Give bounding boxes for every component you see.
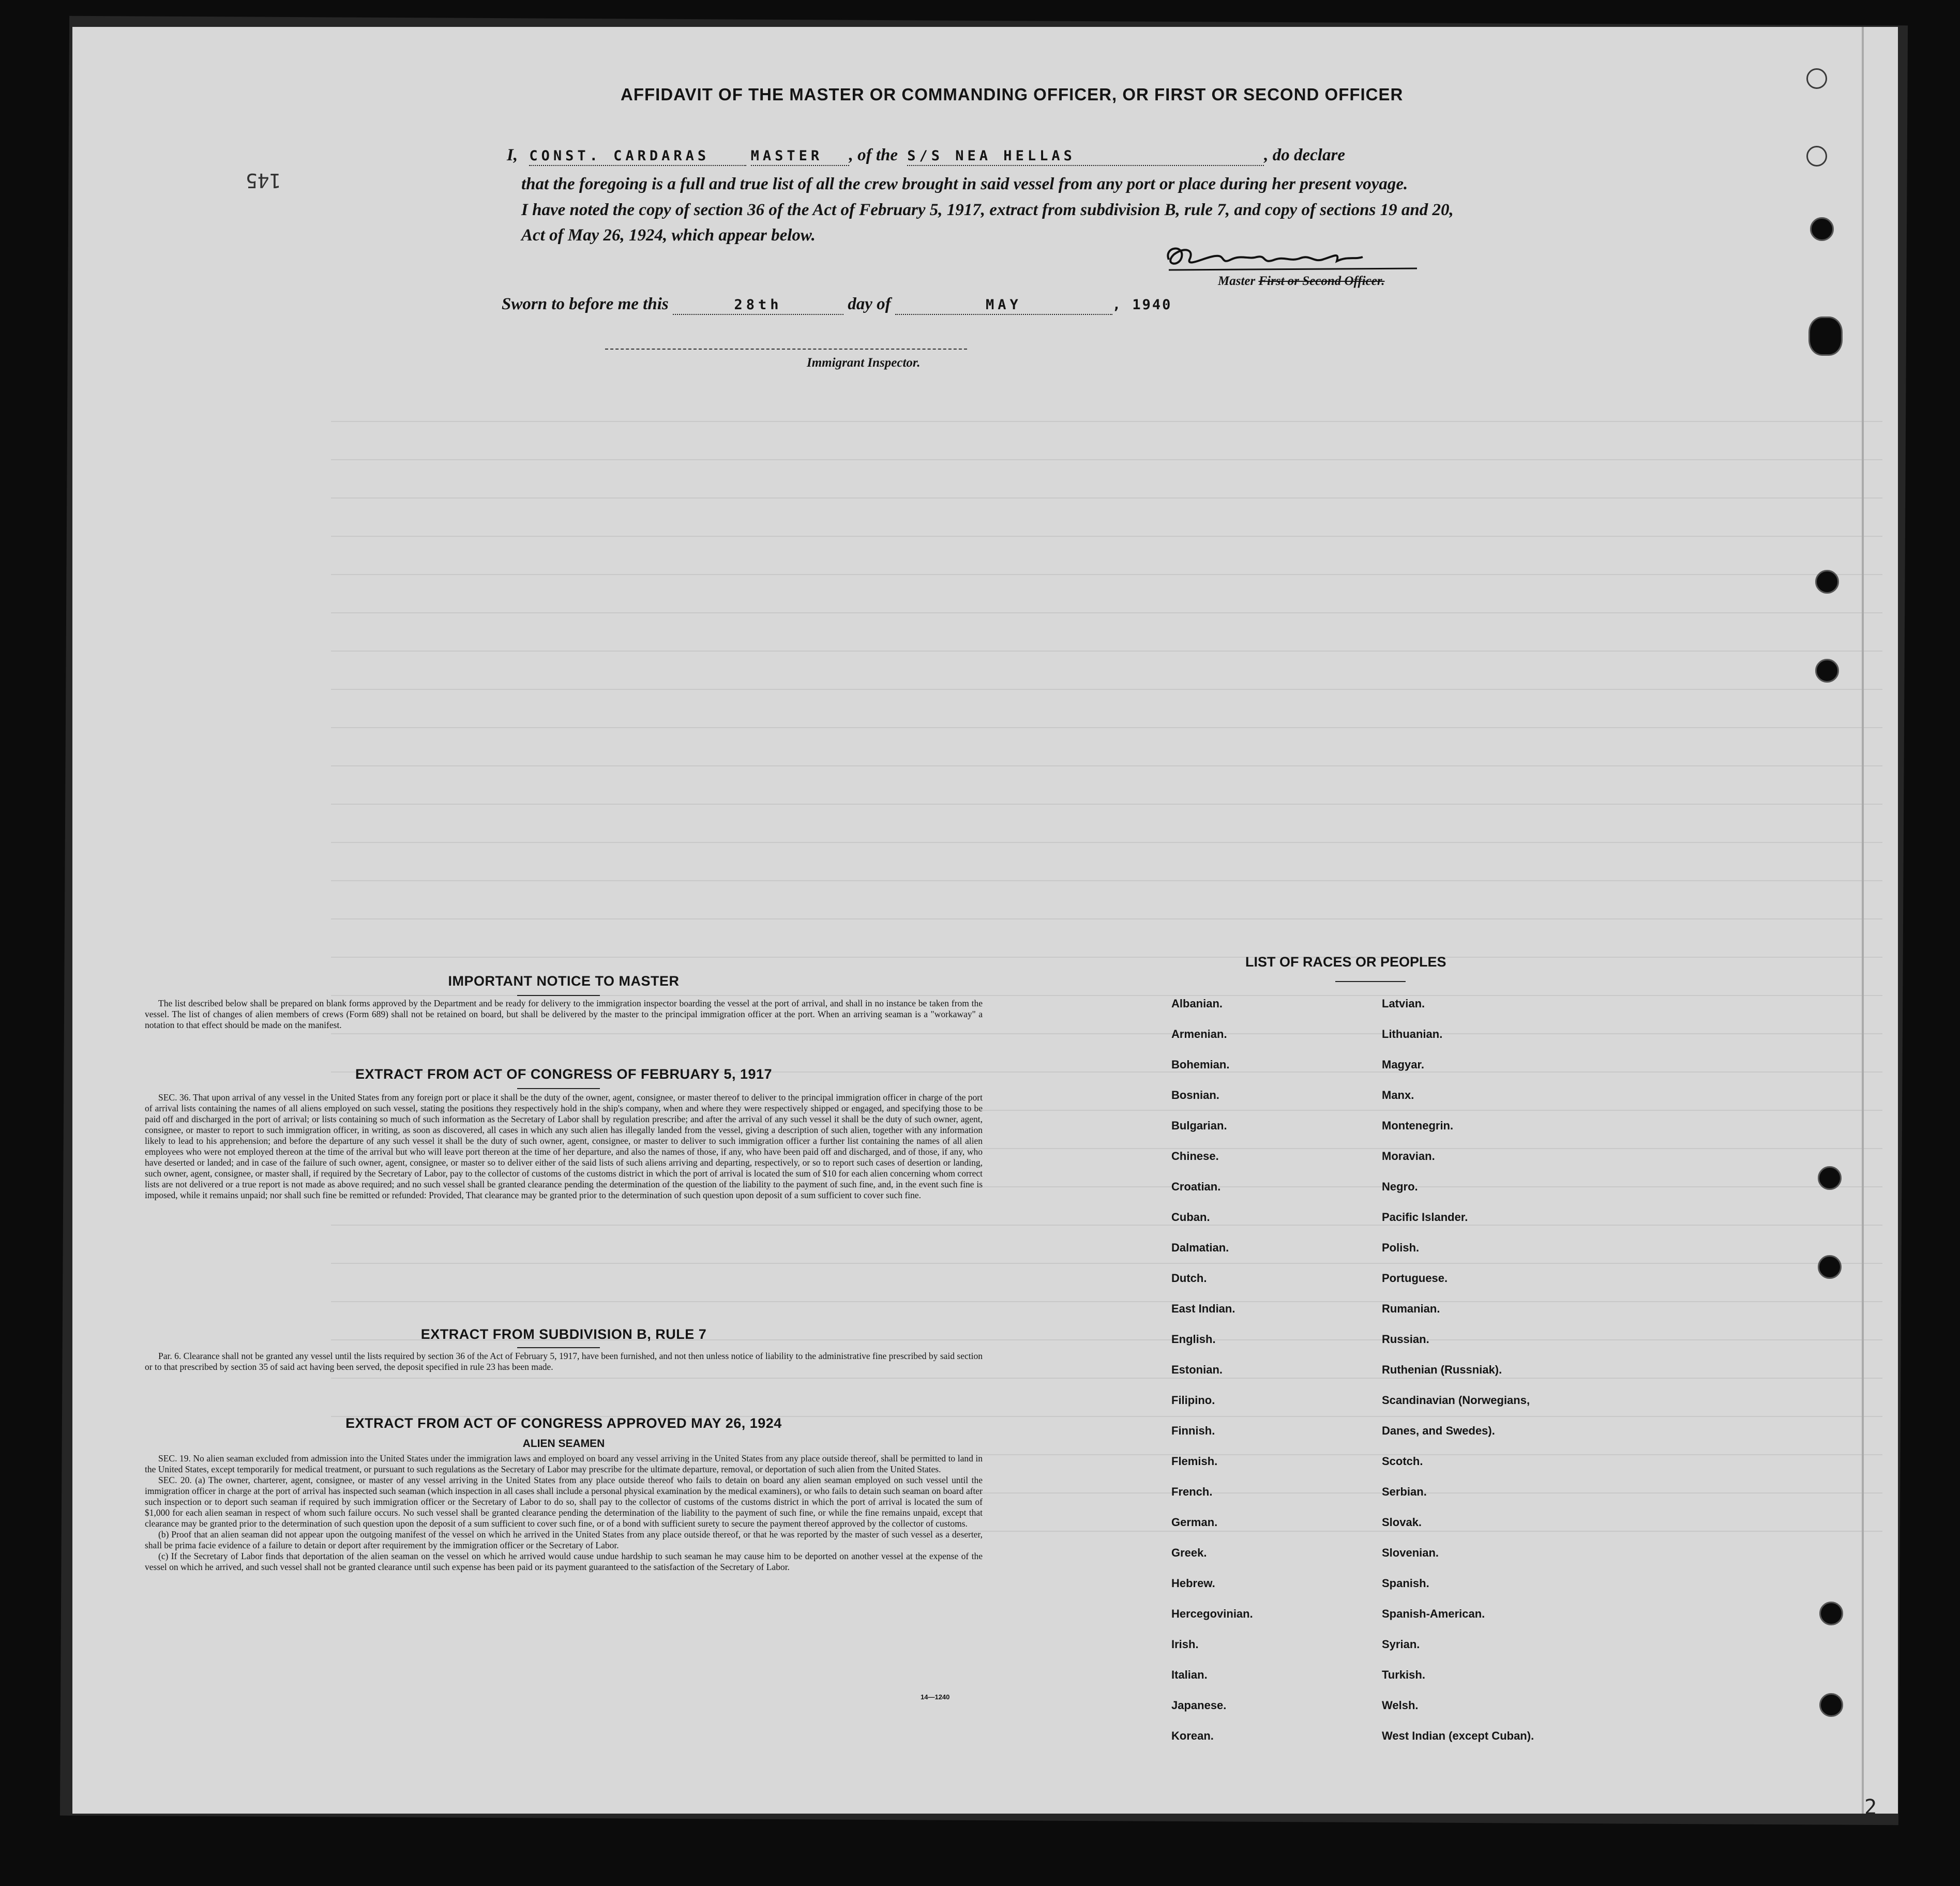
- race-item: Filipino.: [1171, 1394, 1215, 1407]
- race-item: Bosnian.: [1171, 1089, 1219, 1102]
- race-item: Danes, and Swedes).: [1382, 1424, 1495, 1437]
- race-item: Rumanian.: [1382, 1302, 1440, 1315]
- bleed-through-row: [331, 728, 1882, 766]
- race-item: Portuguese.: [1382, 1272, 1448, 1285]
- bleed-through-row: [331, 384, 1882, 422]
- binder-hole: [1819, 1602, 1843, 1625]
- race-item: Spanish-American.: [1382, 1607, 1485, 1620]
- day-of-text: day of: [848, 295, 891, 313]
- race-item: Polish.: [1382, 1241, 1420, 1254]
- race-item: Bohemian.: [1171, 1058, 1230, 1071]
- do-declare-text: , do declare: [1264, 146, 1345, 164]
- race-item: German.: [1171, 1516, 1218, 1529]
- race-item: Bulgarian.: [1171, 1119, 1227, 1132]
- race-item: Italian.: [1171, 1668, 1208, 1681]
- affidavit-line-2: that the foregoing is a full and true list of all the crew brought in said vessel from any port or place during her present voyage.: [521, 175, 1408, 193]
- inspector-signature-line: [605, 349, 967, 350]
- inspector-label: Immigrant Inspector.: [807, 356, 921, 370]
- race-item: Manx.: [1382, 1089, 1414, 1102]
- race-item: Dalmatian.: [1171, 1241, 1229, 1254]
- race-item: French.: [1171, 1485, 1213, 1498]
- binder-hole-torn: [1808, 316, 1843, 356]
- sworn-year: , 1940: [1112, 297, 1172, 313]
- race-item: Scotch.: [1382, 1455, 1423, 1468]
- race-item: Korean.: [1171, 1729, 1214, 1742]
- master-name: CONST. CARDARAS: [529, 148, 710, 164]
- bleed-through-row: [331, 919, 1882, 958]
- binder-hole: [1815, 570, 1839, 594]
- binder-hole: [1810, 217, 1834, 241]
- bleed-through-row: [331, 613, 1882, 652]
- bleed-through-row: [331, 652, 1882, 690]
- bleed-through-row: [331, 881, 1882, 919]
- sec-19: SEC. 19. No alien seaman excluded from admission into the United States under the immigration laws and employed on board any vessel arriving in the United States from any place outside thereof, shall be permitted to land in the United States, except temporarily for medical treatment, or pursuant to such regulations as the Secretary of Labor may prescribe for the ultimate departure, removal, or deportation of such alien from the United States.: [145, 1453, 983, 1474]
- binder-hole: [1819, 1693, 1843, 1717]
- affidavit-line-4: Act of May 26, 1924, which appear below.: [521, 226, 816, 245]
- of-the-text: , of the: [849, 146, 898, 164]
- race-item: West Indian (except Cuban).: [1382, 1729, 1534, 1742]
- sec-20b: (b) Proof that an alien seaman did not appear upon the outgoing manifest of the vessel on which he arrived in the United States from any place outside thereof, or that he was reported by the master of such vessel as a deserter, shall be prima facie evidence of a failure to detain or deport after requirement by the immigration officer or the Secretary of Labor.: [145, 1529, 983, 1550]
- bleed-through-row: [331, 537, 1882, 575]
- bleed-through-row: [331, 843, 1882, 881]
- race-item: Russian.: [1382, 1333, 1429, 1346]
- race-item: Magyar.: [1382, 1058, 1424, 1071]
- alien-seamen-subtitle: ALIEN SEAMEN: [522, 1438, 605, 1450]
- extract-1917-title: EXTRACT FROM ACT OF CONGRESS OF FEBRUARY 5, 1917: [355, 1066, 773, 1082]
- binder-hole: [1806, 68, 1827, 89]
- sworn-day: 28th: [734, 297, 782, 313]
- bleed-through-row: [331, 766, 1882, 805]
- bleed-through-row: [331, 1264, 1882, 1302]
- race-item: Latvian.: [1382, 997, 1425, 1010]
- affidavit-line-3: I have noted the copy of section 36 of the Act of February 5, 1917, extract from subdivision B, rule 7, and copy of sections 19 and 20,: [521, 201, 1454, 219]
- race-item: Finnish.: [1171, 1424, 1215, 1437]
- bleed-through-row: [331, 690, 1882, 728]
- race-item: Slovenian.: [1382, 1546, 1439, 1559]
- race-item: Chinese.: [1171, 1150, 1219, 1163]
- binder-hole: [1806, 146, 1827, 167]
- rule7-title: EXTRACT FROM SUBDIVISION B, RULE 7: [420, 1326, 707, 1342]
- vessel-name: S/S NEA HELLAS: [907, 148, 1076, 164]
- affidavit-line-1: [507, 146, 1345, 166]
- notice-body: The list described below shall be prepared on blank forms approved by the Department and be ready for delivery to the immigration inspector boarding the vessel at the port of arrival, and shall in no instance be taken from the vessel. The list of changes of alien members of crews (Form 689) shall not be retained on board, but shall be delivered by the master to the principal immigration officer at the port. When an arriving seaman is a "workaway" a notation to that effect should be made on the manifest.: [145, 998, 983, 1030]
- race-item: Estonian.: [1171, 1363, 1223, 1376]
- extract-1917-body: SEC. 36. That upon arrival of any vessel in the United States from any foreign port or place it shall be the duty of the owner, agent, consignee, or master thereof to deliver to the principal immigration officer in charge of the port of arrival lists containing the names of all aliens employed on such vessel, stating the positions they respectively hold in the ship's company, when and where they were respectively shipped or engaged, and specifying those to be paid off and discharged in the port of arrival; or lists containing so much of such information as the Secretary of Labor shall by regulation prescribe; and after the arrival of any such vessel it shall be the duty of such owner, agent, consignee, or master to report to such immigration officer, in writing, as soon as discovered, all cases in which any such alien has illegally landed from the vessel, giving a description of such alien, together with any information likely to lead to his apprehension; and before the departure of any such vessel it shall be the duty of such owner, agent, consignee, or master to deliver to such immigration officer a further list containing the names of all alien employees who were not employed thereon at the time of the arrival but who will leave port thereon at the time of her departure, and also the names of those, if any, who have been paid off and discharged, and of those, if any, who have deserted or landed; and in case of the failure of such owner, agent, consignee, or master so to deliver either of the said lists of such aliens arriving and departing, respectively, or so to report such cases of desertion or landing, such owner, agent, consignee, or master shall, if required by the Secretary of Labor, pay to the collector of customs of the customs district in which the port of arrival is located the sum of $10 for each alien concerning whom correct lists are not delivered or a true report is not made as above required; and no such vessel shall be granted clearance pending the determination of the question of the liability to the payment of such fine, and, in the event such fine is imposed, while it remains unpaid; nor shall such fine be remitted or refunded: Provided, That clearance may be granted prior to the determination of such question upon deposit of a sum sufficient to cover such fine.: [145, 1092, 983, 1200]
- race-item: Dutch.: [1171, 1272, 1207, 1285]
- race-item: Hercegovinian.: [1171, 1607, 1253, 1620]
- form-number: 14—1240: [921, 1693, 950, 1701]
- bleed-through-row: [331, 1226, 1882, 1264]
- race-item: Greek.: [1171, 1546, 1207, 1559]
- race-item: Slovak.: [1382, 1516, 1422, 1529]
- race-item: Turkish.: [1382, 1668, 1425, 1681]
- notice-rule: [517, 995, 600, 996]
- race-item: Japanese.: [1171, 1699, 1227, 1712]
- race-item: East Indian.: [1171, 1302, 1235, 1315]
- race-item: Serbian.: [1382, 1485, 1427, 1498]
- binder-hole: [1818, 1255, 1842, 1279]
- races-rule: [1335, 981, 1406, 982]
- races-left-column: [1171, 997, 1253, 1759]
- sec-20a: SEC. 20. (a) The owner, charterer, agent, consignee, or master of any vessel arriving in the United States from any place outside thereof who fails to detain on board any alien seaman employed on such vessel until the immigration officer in charge at the port of arrival has inspected such seaman (which inspection in all cases shall include a personal physical examination by the medical examiners), or who fails to detain such seaman on board after such inspection or to deport such seaman if required by such immigration officer or the Secretary of Labor to do so, shall pay to the collector of customs of the customs district in which the port of arrival is located the sum of $1,000 for each alien seaman in respect of whom such failure occurs. No such vessel shall be granted clearance pending the determination of the liability to the payment of such fine, or while the fine remains unpaid, except that clearance may be granted prior to the determination of such question upon the deposit of a sum sufficient to cover such fine, or of a bond with sufficient surety to secure the payment thereof approved by the collector of customs.: [145, 1475, 983, 1529]
- race-item: Spanish.: [1382, 1577, 1429, 1590]
- corner-mark: 2: [1864, 1796, 1877, 1814]
- race-item: Croatian.: [1171, 1180, 1221, 1193]
- race-item: Cuban.: [1171, 1211, 1210, 1224]
- race-item: Flemish.: [1171, 1455, 1218, 1468]
- race-item: English.: [1171, 1333, 1216, 1346]
- sec-20c: (c) If the Secretary of Labor finds that deportation of the alien seaman on the vessel on which he arrived would cause undue hardship to such seaman he may cause him to be deported on another vessel at the expense of the vessel on which he arrived, and such vessel shall not be granted clearance until such expense has been paid or its payment guaranteed to the satisfaction of the Secretary of Labor.: [145, 1551, 983, 1572]
- extract-1917-rule: [517, 1088, 600, 1089]
- affidavit-title: AFFIDAVIT OF THE MASTER OR COMMANDING OFFICER, OR FIRST OR SECOND OFFICER: [621, 85, 1404, 104]
- race-item: Syrian.: [1382, 1638, 1420, 1651]
- race-item: Negro.: [1382, 1180, 1418, 1193]
- races-title: LIST OF RACES OR PEOPLES: [1245, 954, 1446, 970]
- race-item: Irish.: [1171, 1638, 1199, 1651]
- race-item: Moravian.: [1382, 1150, 1435, 1163]
- race-item: Armenian.: [1171, 1028, 1227, 1040]
- extract-1924-body: [145, 1453, 983, 1573]
- bleed-through-row: [331, 422, 1882, 460]
- race-item: Pacific Islander.: [1382, 1211, 1468, 1224]
- race-item: Welsh.: [1382, 1699, 1419, 1712]
- affidavit-i: I,: [507, 146, 518, 164]
- rule7-rule: [517, 1347, 600, 1348]
- rule7-body: Par. 6. Clearance shall not be granted any vessel until the lists required by section 36 of the Act of February 5, 1917, have been furnished, and not then unless notice of liability to the administrative fine prescribed by said section or to that prescribed by section 35 of said act having been served, the deposit specified in rule 23 has been made.: [145, 1351, 983, 1372]
- bleed-through-row: [331, 499, 1882, 537]
- page-edge-line: [1862, 27, 1864, 1814]
- extract-1924-title: EXTRACT FROM ACT OF CONGRESS APPROVED MAY 26, 1924: [345, 1415, 782, 1431]
- bleed-through-row: [331, 1379, 1882, 1417]
- race-item: Lithuanian.: [1382, 1028, 1443, 1040]
- bleed-through-row: [331, 460, 1882, 499]
- binder-hole: [1818, 1166, 1842, 1190]
- bleed-through-row: [331, 805, 1882, 843]
- page-number: 145: [246, 169, 281, 192]
- binder-hole: [1815, 659, 1839, 683]
- master-rank: MASTER: [750, 148, 823, 164]
- sworn-month: MAY: [985, 297, 1022, 313]
- races-right-column: [1382, 997, 1534, 1759]
- struck-officer-text: First or Second Officer.: [1258, 274, 1385, 288]
- race-item: Ruthenian (Russniak).: [1382, 1363, 1502, 1376]
- sworn-line: [502, 295, 1172, 315]
- race-item: Albanian.: [1171, 997, 1223, 1010]
- race-item: Scandinavian (Norwegians,: [1382, 1394, 1530, 1407]
- bleed-through-row: [331, 575, 1882, 613]
- race-item: Hebrew.: [1171, 1577, 1215, 1590]
- signature-caption: Master First or Second Officer.: [1218, 274, 1385, 288]
- race-item: Montenegrin.: [1382, 1119, 1454, 1132]
- notice-title: IMPORTANT NOTICE TO MASTER: [448, 973, 680, 989]
- manifest-page: [72, 27, 1898, 1814]
- sworn-prefix: Sworn to before me this: [502, 295, 669, 313]
